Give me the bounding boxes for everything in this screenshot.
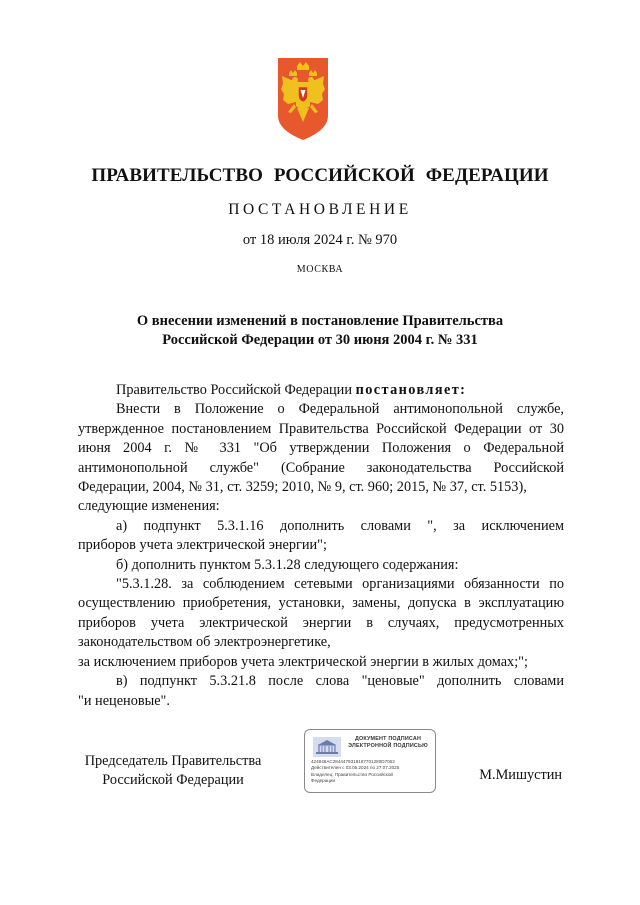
city: МОСКВА <box>296 264 344 275</box>
owner-line-1: Владелец: Правительство Российской <box>311 771 393 777</box>
subject-line-1: О внесении изменений в постановление Правительства <box>136 313 504 329</box>
decree-intro <box>78 381 564 400</box>
certificate-number: 424848AC2844479319187701280D7062 <box>311 759 395 764</box>
item-a-line-2: приборов учета электрической энергии"; <box>78 537 327 554</box>
item-b-quote: "5.3.1.28. за соблюдением сетевыми организациями обязанности по осуществлению приобретения, установки, замены, допуска в эксплуатацию приборов учета электрической энергии в случаях, предусмотренных законодательством об электроэнергетике, <box>78 576 564 651</box>
stamp-title <box>343 736 433 750</box>
decree-date-number: от 18 июля 2024 г. № 970 <box>242 232 398 248</box>
stamp-title-line-2: ЭЛЕКТРОННОЙ ПОДПИСЬЮ <box>348 743 428 749</box>
validity-period: Действителен с 03.05.2024 по 27.07.2025 <box>311 765 400 771</box>
decree-body <box>78 381 564 711</box>
item-c-line-2: "и неценовые". <box>78 692 170 709</box>
subject-line-2: Российской Федерации от 30 июня 2004 г. № 331 <box>162 332 478 348</box>
government-building-icon <box>313 737 341 757</box>
item-b: б) дополнить пунктом 5.3.1.28 следующего содержания: <box>116 556 459 573</box>
government-title: ПРАВИТЕЛЬСТВО РОССИЙСКОЙ ФЕДЕРАЦИИ <box>91 165 549 186</box>
position-line-1: Председатель Правительства <box>84 753 262 769</box>
signatory-name: М.Мишустин <box>479 767 562 783</box>
stamp-title-line-1: ДОКУМЕНТ ПОДПИСАН <box>354 736 422 742</box>
electronic-signature-stamp <box>304 729 436 793</box>
stamp-details <box>311 759 433 784</box>
item-a-line-1: а) подпункт 5.3.1.16 дополнить словами ", за исключением <box>116 517 564 534</box>
decrees-word: постановляет: <box>355 382 467 398</box>
item-c-line-1: в) подпункт 5.3.21.8 после слова "ценовые" дополнить словами <box>116 673 564 690</box>
owner-line-2: Федерации <box>311 777 336 783</box>
document-type: ПОСТАНОВЛЕНИЕ <box>228 201 412 218</box>
position-line-2: Российской Федерации <box>102 772 244 789</box>
signatory-position <box>78 752 268 791</box>
decree-subject <box>0 312 640 350</box>
item-b-quote-last: за исключением приборов учета электрической энергии в жилых домах;"; <box>78 653 528 670</box>
paragraph-amendment-last: следующие изменения: <box>78 498 220 515</box>
paragraph-amendment: Внести в Положение о Федеральной антимонопольной службе, утвержденное постановлением Правительства Российской Федерации от 30 июня 2004 г. № 331 "Об утверждении Положения о Федеральной антимонопольной службе" (Собрание законодательства Российской Федерации, 2004, № 31, ст. 3259; 2010, № 9, ст. 960; 2015, № 37, ст. 5153), <box>78 401 564 496</box>
coat-of-arms-emblem <box>276 56 330 142</box>
intro-text: Правительство Российской Федерации <box>116 382 356 398</box>
